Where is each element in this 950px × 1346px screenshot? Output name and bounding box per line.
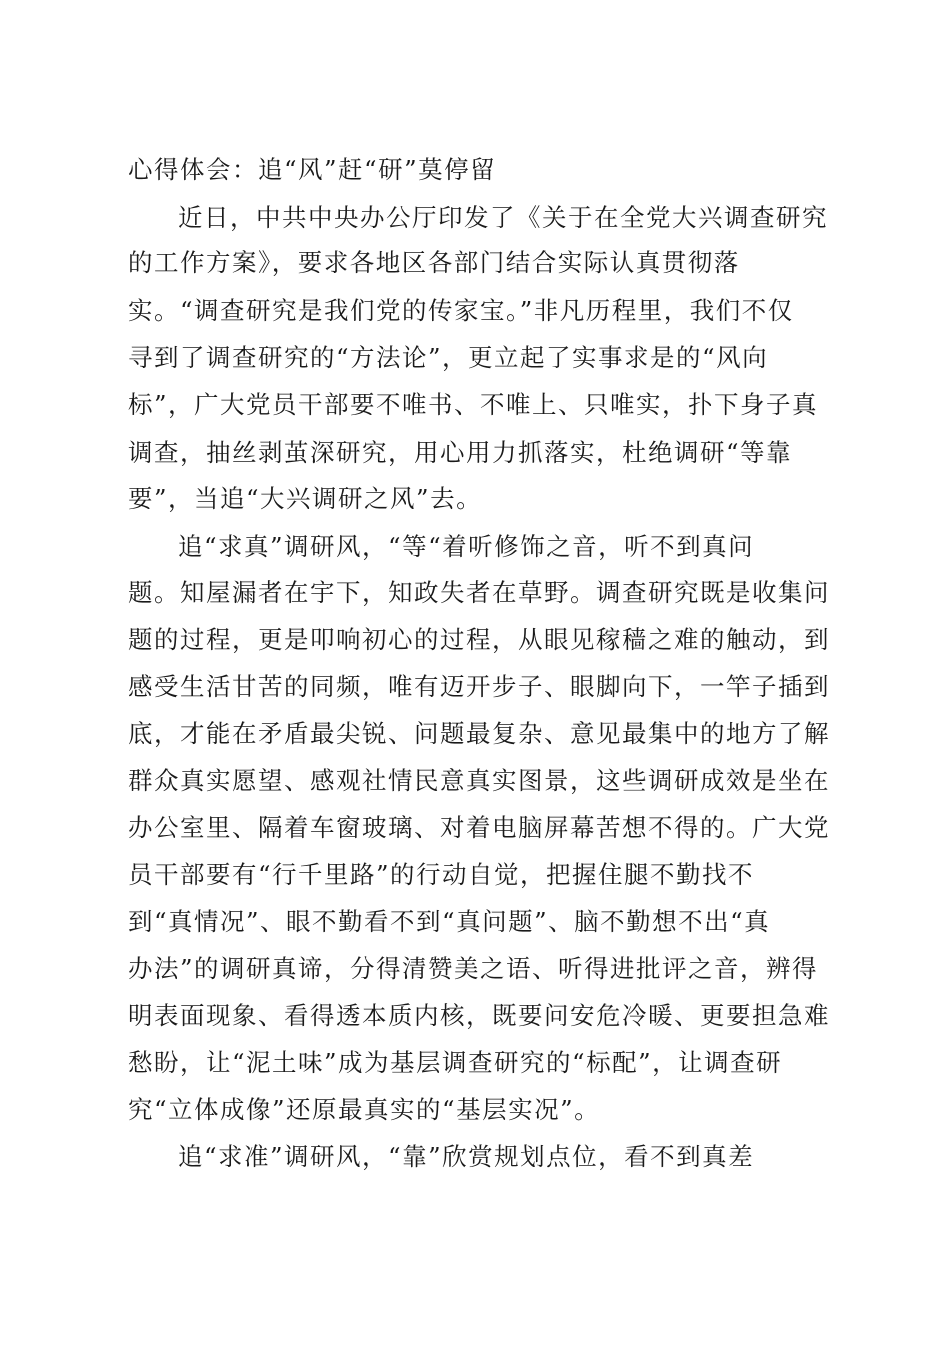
- paragraph-line: 底，才能在矛盾最尖锐、问题最复杂、意见最集中的地方了解: [128, 719, 830, 748]
- paragraph-line: 办法”的调研真谛，分得清赞美之语、听得进批评之音，辨得: [128, 954, 819, 983]
- paragraph-line: 到“真情况”、眼不勤看不到“真问题”、脑不勤想不出“真: [128, 907, 771, 936]
- paragraph-line: 究“立体成像”还原最真实的“基层实况”。: [128, 1095, 601, 1124]
- paragraph-line: 追“求准”调研风，“靠”欣赏规划点位，看不到真差: [178, 1142, 755, 1171]
- paragraph-line: 愁盼，让“泥土味”成为基层调查研究的“标配”，让调查研: [128, 1048, 783, 1077]
- paragraph-line: 明表面现象、看得透本质内核，既要问安危冷暖、更要担急难: [128, 1001, 830, 1030]
- paragraph-line: 员干部要有“行千里路”的行动自觉，把握住腿不勤找不: [128, 860, 755, 889]
- paragraph-line: 近日，中共中央办公厅印发了《关于在全党大兴调查研究: [178, 203, 828, 232]
- paragraph-line: 群众真实愿望、感观社情民意真实图景，这些调研成效是坐在: [128, 766, 830, 795]
- paragraph-line: 实。“调查研究是我们党的传家宝。”非凡历程里，我们不仅: [128, 296, 794, 325]
- paragraph-line: 要”，当追“大兴调研之风”去。: [128, 484, 483, 513]
- paragraph-line: 题。知屋漏者在宇下，知政失者在草野。调查研究既是收集问: [128, 578, 830, 607]
- paragraph-line: 题的过程，更是叩响初心的过程，从眼见稼穑之难的触动，到: [128, 625, 830, 654]
- paragraph-line: 寻到了调查研究的“方法论”，更立起了实事求是的“风向: [128, 343, 769, 372]
- paragraph-line: 标”，广大党员干部要不唯书、不唯上、只唯实，扑下身子真: [128, 390, 819, 419]
- document-title: 心得体会：追“风”赶“研”莫停留: [128, 155, 497, 184]
- paragraph-line: 调查，抽丝剥茧深研究，用心用力抓落实，杜绝调研“等靠: [128, 438, 793, 467]
- paragraph-line: 感受生活甘苦的同频，唯有迈开步子、眼脚向下，一竿子插到: [128, 672, 830, 701]
- paragraph-line: 办公室里、隔着车窗玻璃、对着电脑屏幕苦想不得的。广大党: [128, 813, 830, 842]
- paragraph-line: 追“求真”调研风，“等“着听修饰之音，听不到真问: [178, 532, 755, 561]
- paragraph-line: 的工作方案》，要求各地区各部门结合实际认真贯彻落: [128, 248, 740, 277]
